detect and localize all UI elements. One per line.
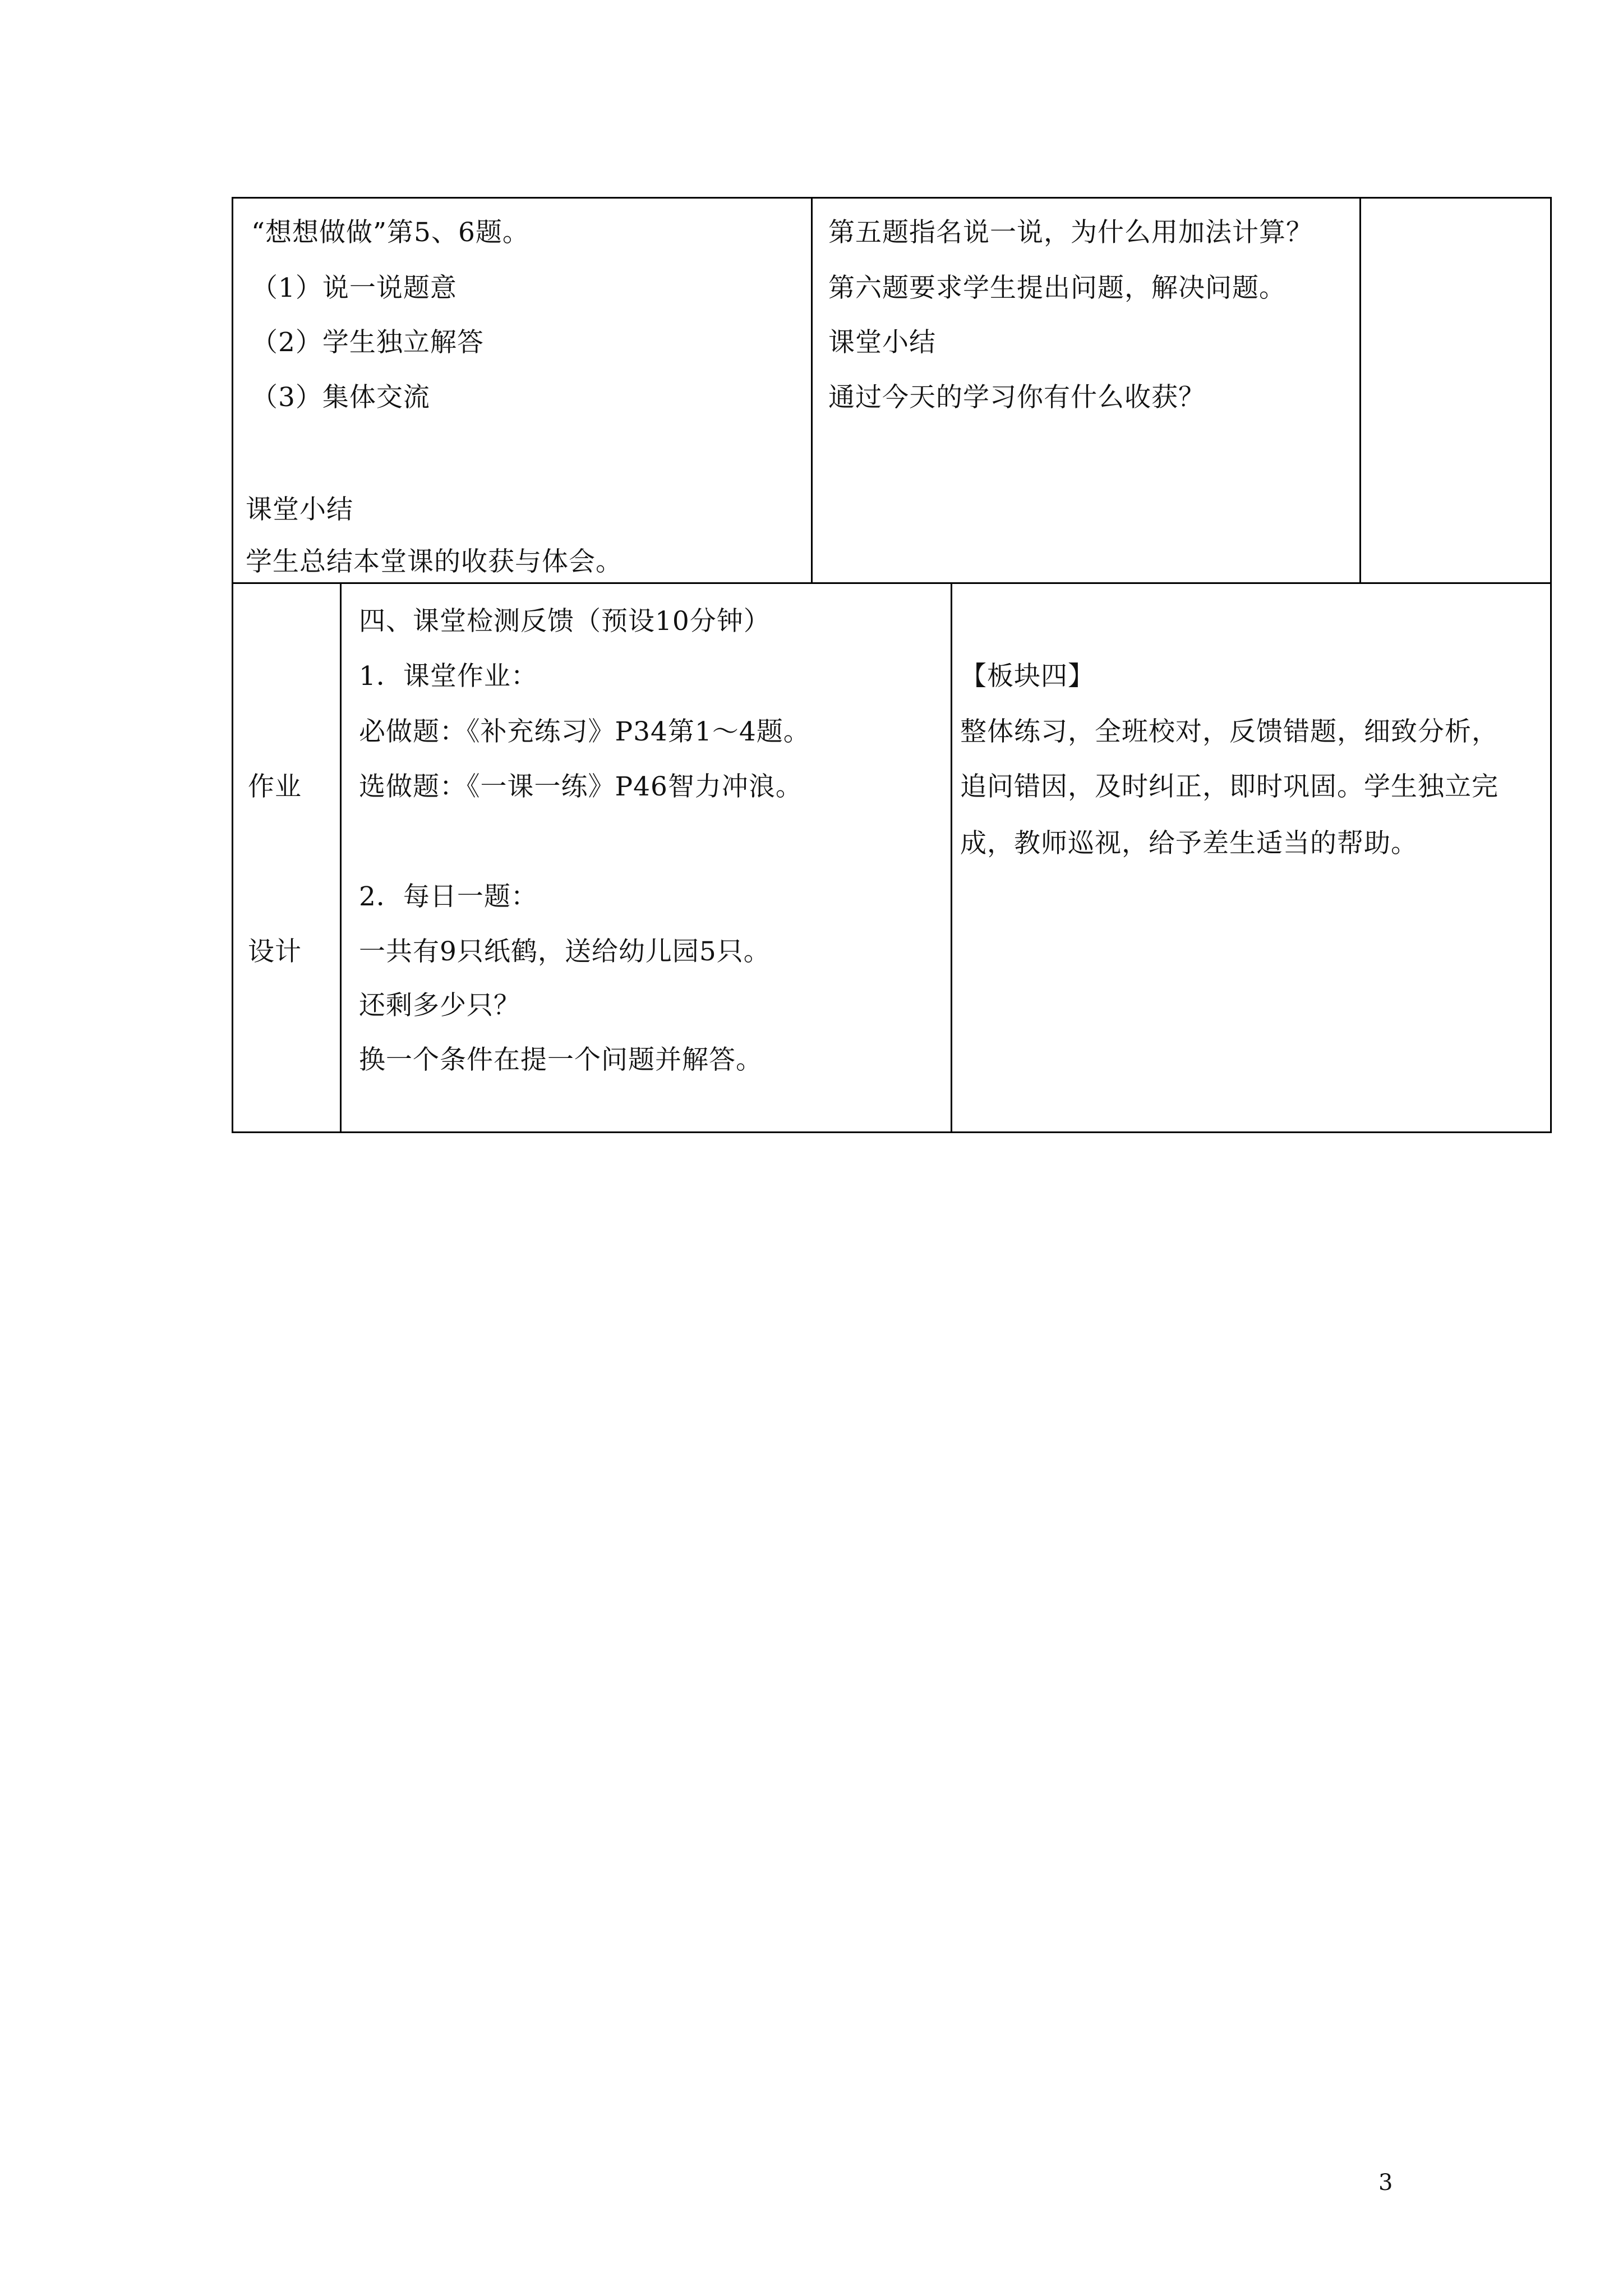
s2-content-line-4: 选做题：《一课一练》P46智力冲浪。 bbox=[359, 771, 803, 802]
s2-notes-line-1: 整体练习，全班校对，反馈错题，细致分析， bbox=[960, 716, 1498, 747]
s2-content-line-2: 1．课堂作业： bbox=[359, 661, 538, 692]
s2-content-line-5: 2．每日一题： bbox=[359, 881, 538, 912]
section2-col-divider bbox=[951, 582, 952, 1133]
section1-col-divider-2 bbox=[1359, 197, 1361, 584]
s1-left-line-4: （3）集体交流 bbox=[251, 382, 430, 413]
s2-label-bottom: 设计 bbox=[248, 936, 302, 967]
s2-content-line-3: 必做题：《补充练习》P34第1～4题。 bbox=[359, 716, 810, 747]
s1-left-line-5: 课堂小结 bbox=[246, 494, 353, 525]
section-divider bbox=[232, 582, 1552, 584]
s2-notes-line-3: 成，教师巡视，给予差生适当的帮助。 bbox=[960, 828, 1418, 859]
table-top-border bbox=[232, 197, 1552, 199]
s2-content-line-7: 还剩多少只？ bbox=[359, 990, 520, 1021]
s2-notes-line-2: 追问错因，及时纠正，即时巩固。学生独立完 bbox=[960, 771, 1498, 802]
s1-mid-line-1: 第五题指名说一说，为什么用加法计算？ bbox=[828, 217, 1313, 248]
table-bottom-border bbox=[232, 1131, 1552, 1133]
s1-left-line-6: 学生总结本堂课的收获与体会。 bbox=[246, 546, 623, 577]
s1-mid-line-4: 通过今天的学习你有什么收获？ bbox=[828, 382, 1205, 413]
s1-left-line-2: （1）说一说题意 bbox=[251, 273, 457, 303]
s2-content-line-8: 换一个条件在提一个问题并解答。 bbox=[359, 1045, 763, 1075]
s2-notes-heading: 【板块四】 bbox=[960, 661, 1095, 692]
s2-content-line-1: 四、课堂检测反馈（预设10分钟） bbox=[359, 606, 771, 637]
s1-mid-line-3: 课堂小结 bbox=[828, 327, 936, 358]
section2-label-divider bbox=[340, 582, 342, 1133]
s1-left-line-3: （2）学生独立解答 bbox=[251, 327, 484, 358]
s1-mid-line-2: 第六题要求学生提出问题，解决问题。 bbox=[828, 273, 1286, 303]
section1-col-divider-1 bbox=[811, 197, 813, 584]
table-left-border bbox=[232, 197, 233, 1133]
page-number: 3 bbox=[1378, 2170, 1393, 2196]
s2-label-top: 作业 bbox=[248, 771, 302, 802]
s2-content-line-6: 一共有9只纸鹤，送给幼儿园5只。 bbox=[359, 936, 771, 967]
table-right-border bbox=[1550, 197, 1552, 1133]
s1-left-line-1: “想想做做”第5、6题。 bbox=[251, 217, 529, 248]
